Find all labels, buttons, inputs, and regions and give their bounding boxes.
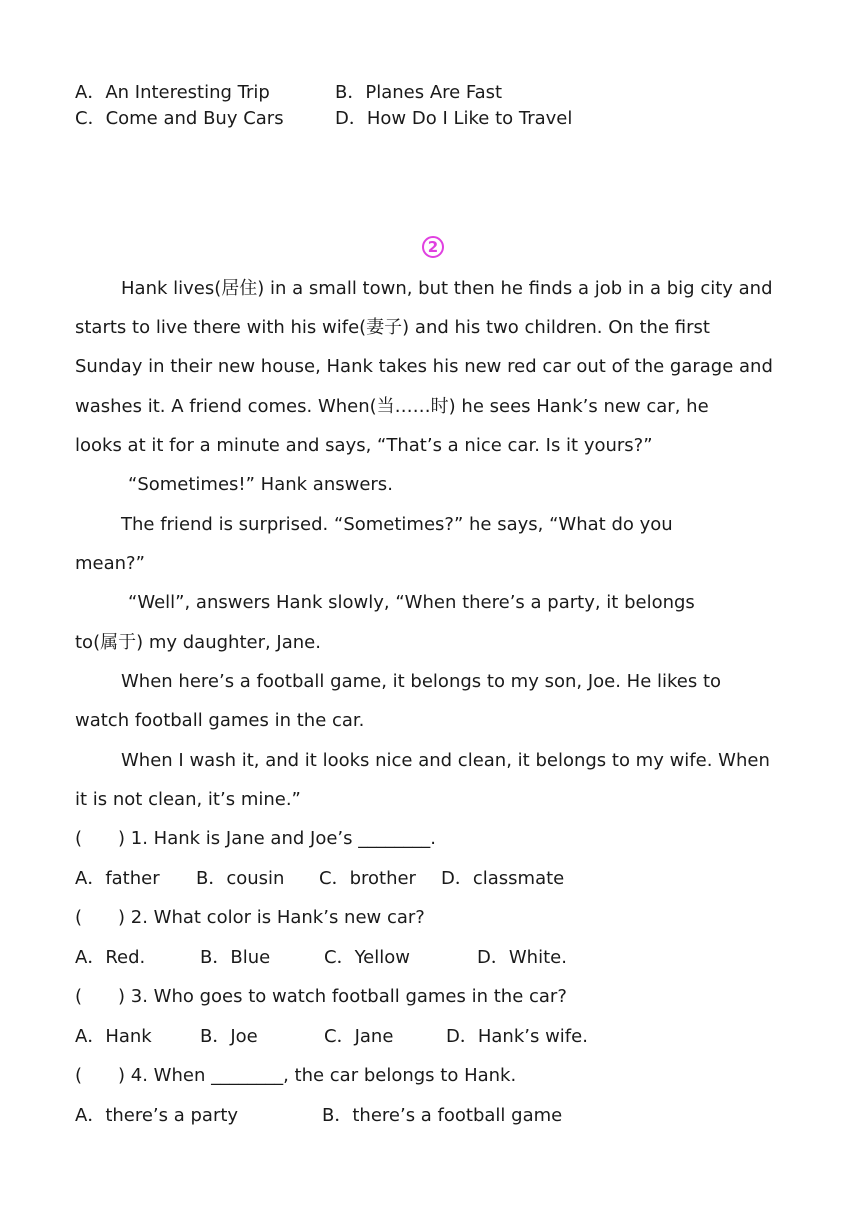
prev-option-b: B．Planes Are Fast: [335, 82, 503, 103]
question-stem-1: ( ) 1. Hank is Jane and Joe’s ________.: [75, 828, 436, 849]
q4-option-b: B．there’s a football game: [322, 1105, 563, 1126]
passage-line: starts to live there with his wife(妻子) and his two children. On the first: [75, 317, 710, 338]
passage-line: washes it. A friend comes. When(当……时) he sees Hank’s new car, he: [75, 396, 709, 417]
passage-line: “Sometimes!” Hank answers.: [128, 474, 393, 495]
question-stem-4: ( ) 4. When ________, the car belongs to Hank.: [75, 1065, 517, 1086]
q1-option-b: B．cousin: [196, 868, 285, 889]
q1-option-c: C．brother: [319, 868, 416, 889]
q2-option-a: A．Red.: [75, 947, 146, 968]
prev-option-a: A．An Interesting Trip: [75, 82, 270, 103]
prev-option-d: D．How Do I Like to Travel: [335, 108, 573, 129]
passage-line: looks at it for a minute and says, “That’s a nice car. Is it yours?”: [75, 435, 653, 456]
q2-option-d: D．White.: [477, 947, 567, 968]
passage-line: Hank lives(居住) in a small town, but then he finds a job in a big city and: [121, 278, 773, 299]
q2-option-b: B．Blue: [200, 947, 271, 968]
passage-line: it is not clean, it’s mine.”: [75, 789, 301, 810]
passage-line: When here’s a football game, it belongs to my son, Joe. He likes to: [121, 671, 722, 692]
passage-line: watch football games in the car.: [75, 710, 365, 731]
passage-line: When I wash it, and it looks nice and clean, it belongs to my wife. When: [121, 750, 770, 771]
passage-line: to(属于) my daughter, Jane.: [75, 632, 321, 653]
q3-option-d: D．Hank’s wife.: [446, 1026, 588, 1047]
q2-option-c: C．Yellow: [324, 947, 410, 968]
q3-option-c: C．Jane: [324, 1026, 394, 1047]
section-number-badge: 2: [422, 236, 444, 258]
question-stem-3: ( ) 3. Who goes to watch football games in the car?: [75, 986, 567, 1007]
prev-option-c: C．Come and Buy Cars: [75, 108, 284, 129]
passage-line: Sunday in their new house, Hank takes his new red car out of the garage and: [75, 356, 773, 377]
q3-option-a: A．Hank: [75, 1026, 152, 1047]
q3-option-b: B．Joe: [200, 1026, 258, 1047]
passage-line: The friend is surprised. “Sometimes?” he says, “What do you: [121, 514, 673, 535]
passage-line: “Well”, answers Hank slowly, “When there’s a party, it belongs: [128, 592, 695, 613]
q1-option-a: A．father: [75, 868, 160, 889]
q4-option-a: A．there’s a party: [75, 1105, 239, 1126]
question-stem-2: ( ) 2. What color is Hank’s new car?: [75, 907, 425, 928]
passage-line: mean?”: [75, 553, 145, 574]
q1-option-d: D．classmate: [441, 868, 565, 889]
